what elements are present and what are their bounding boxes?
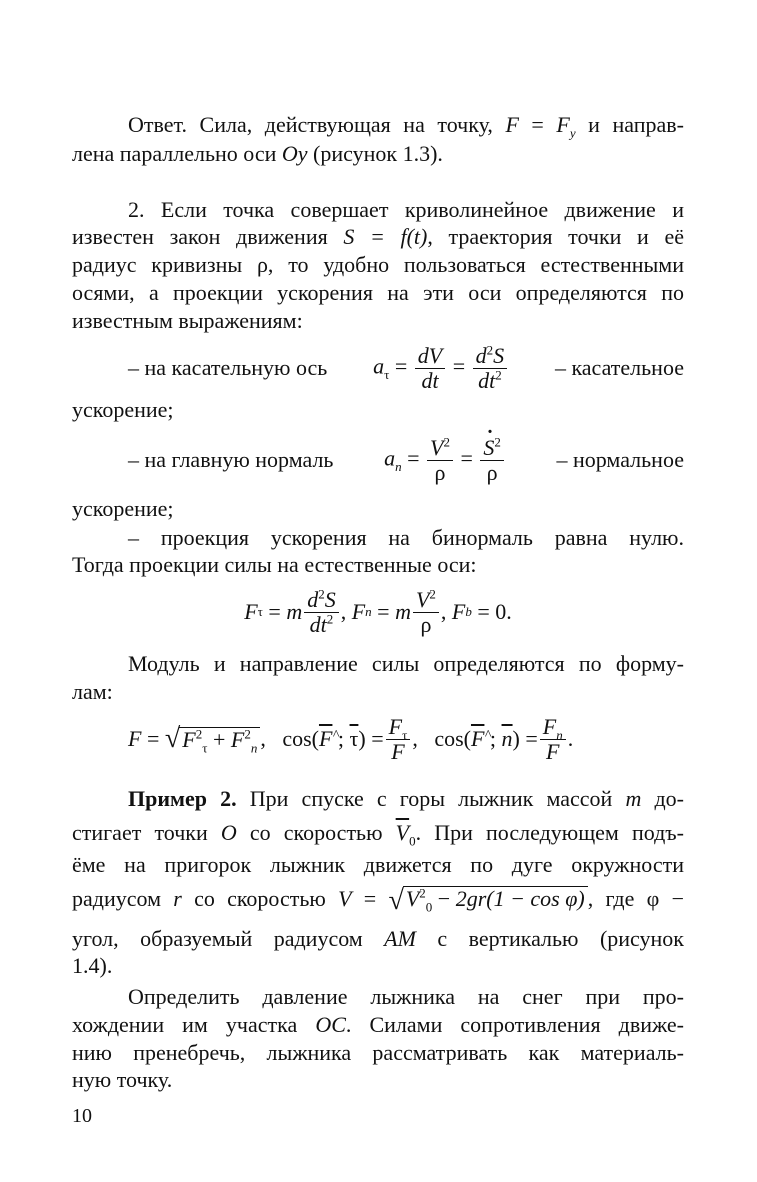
task-line-4: ную точку.: [72, 1067, 173, 1092]
para2-line-2: известен закон движения S = f(t), траектория точки и её: [72, 224, 684, 249]
normal-formula-line: – на главную нормаль $a_n$ = $\frac{V^2}{\rho}$ = · $\frac{S^2}{\rho}$ – нормальное: [128, 430, 684, 490]
page-number: 10: [72, 1105, 92, 1127]
example-line-6: 1.4).: [72, 953, 113, 978]
motion-law: S = f(t): [343, 224, 428, 249]
task-line-2: хождении им участка OC. Силами сопротивления движе-: [72, 1012, 684, 1037]
example-line-3: ёме на пригорок лыжник движется по дуге окружности: [72, 852, 684, 877]
force-symbol: F: [505, 112, 519, 137]
module-formulas: F = √ $F^2_\tau + F^2_n$ , cos( $\overline{F}$ ; $\overline{\tau}$ ) = $\frac{F_\tau}{F}$ , cos( $\overline{F}$ ; $\overline{n}$ ) = $\frac{F_n}{F}$ .: [128, 713, 574, 764]
example-line-1: Пример 2. При спуске с горы лыжник массой m до-: [128, 786, 684, 811]
fraction-v2-rho: $\frac{V^2}{\rho}$: [427, 436, 453, 485]
task-line-1: Определить давление лыжника на снег при про-: [128, 984, 684, 1009]
task-line-3: нию пренебречь, лыжника рассматривать как материаль-: [72, 1040, 684, 1065]
fraction-fn-f: $\frac{F_n}{F}$: [540, 715, 566, 764]
example-line-2: стигает точки O со скоростью $\overline{V}_0$. При последующем подъ-: [72, 820, 684, 849]
tangent-formula-line: – на касательную ось $a_\tau$ = $\frac{dV}{dt}$ = $\frac{d^2S}{dt^2}$ – касательное: [128, 342, 684, 393]
fraction-d2s-dt2: $\frac{d^2S}{dt^2}$: [473, 344, 508, 393]
tangent-continuation: ускорение;: [72, 397, 174, 422]
para2-line-1: 2. Если точка совершает криволинейное движение и: [128, 197, 684, 222]
fraction-sdot2-rho: · $\frac{S^2}{\rho}$: [480, 436, 504, 485]
fraction-v2-rho-force: $\frac{V^2}{\rho}$: [413, 588, 439, 637]
binormal-line-2: Тогда проекции силы на естественные оси:: [72, 552, 477, 577]
fraction-dv-dt: $\frac{dV}{dt}$: [415, 344, 445, 393]
para2-line-5: известным выражениям:: [72, 308, 303, 333]
example-line-5: угол, образуемый радиусом AM с вертикалью (рисунок: [72, 926, 684, 951]
binormal-line-1: – проекция ускорения на бинормаль равна нулю.: [128, 525, 684, 550]
speed-sqrt: $V^2_0 - 2gr(1 - \cos \varphi)$: [403, 886, 588, 911]
answer-line-2: лена параллельно оси Oy (рисунок 1.3).: [72, 141, 443, 166]
answer-line-1: Ответ. Сила, действующая на точку, $F = F_y$ и направ-: [128, 112, 684, 141]
para2-line-4: осями, а проекции ускорения на эти оси определяются по: [72, 280, 684, 305]
force-projections-formula: F τ = m $\frac{d^2S}{dt^2}$ , F n = m $\frac{V^2}{\rho}$ , F b = 0.: [244, 586, 512, 637]
fraction-ftau-f: $\frac{F_\tau}{F}$: [386, 715, 411, 764]
sqrt-sum: $F^2_\tau + F^2_n$: [179, 727, 260, 752]
para2-line-3: радиус кривизны ρ, то удобно пользоваться естественными: [72, 252, 684, 277]
normal-continuation: ускорение;: [72, 496, 174, 521]
module-line-1: Модуль и направление силы определяются по форму-: [128, 651, 684, 676]
example-line-4: радиусом r со скоростью $V = √V^2_0 - 2gr(1 - \cos \varphi)$ , где φ −: [72, 885, 684, 916]
module-line-2: лам:: [72, 679, 113, 704]
fraction-d2s-dt2-force: $\frac{d^2S}{dt^2}$: [304, 588, 339, 637]
example-label: Пример 2.: [128, 786, 237, 811]
normal-acceleration-formula: $a_n$ = $\frac{V^2}{\rho}$ = · $\frac{S^2}{\rho}$: [384, 436, 506, 485]
tangent-acceleration-formula: $a_\tau$ = $\frac{dV}{dt}$ = $\frac{d^2S}{dt^2}$: [373, 344, 509, 393]
